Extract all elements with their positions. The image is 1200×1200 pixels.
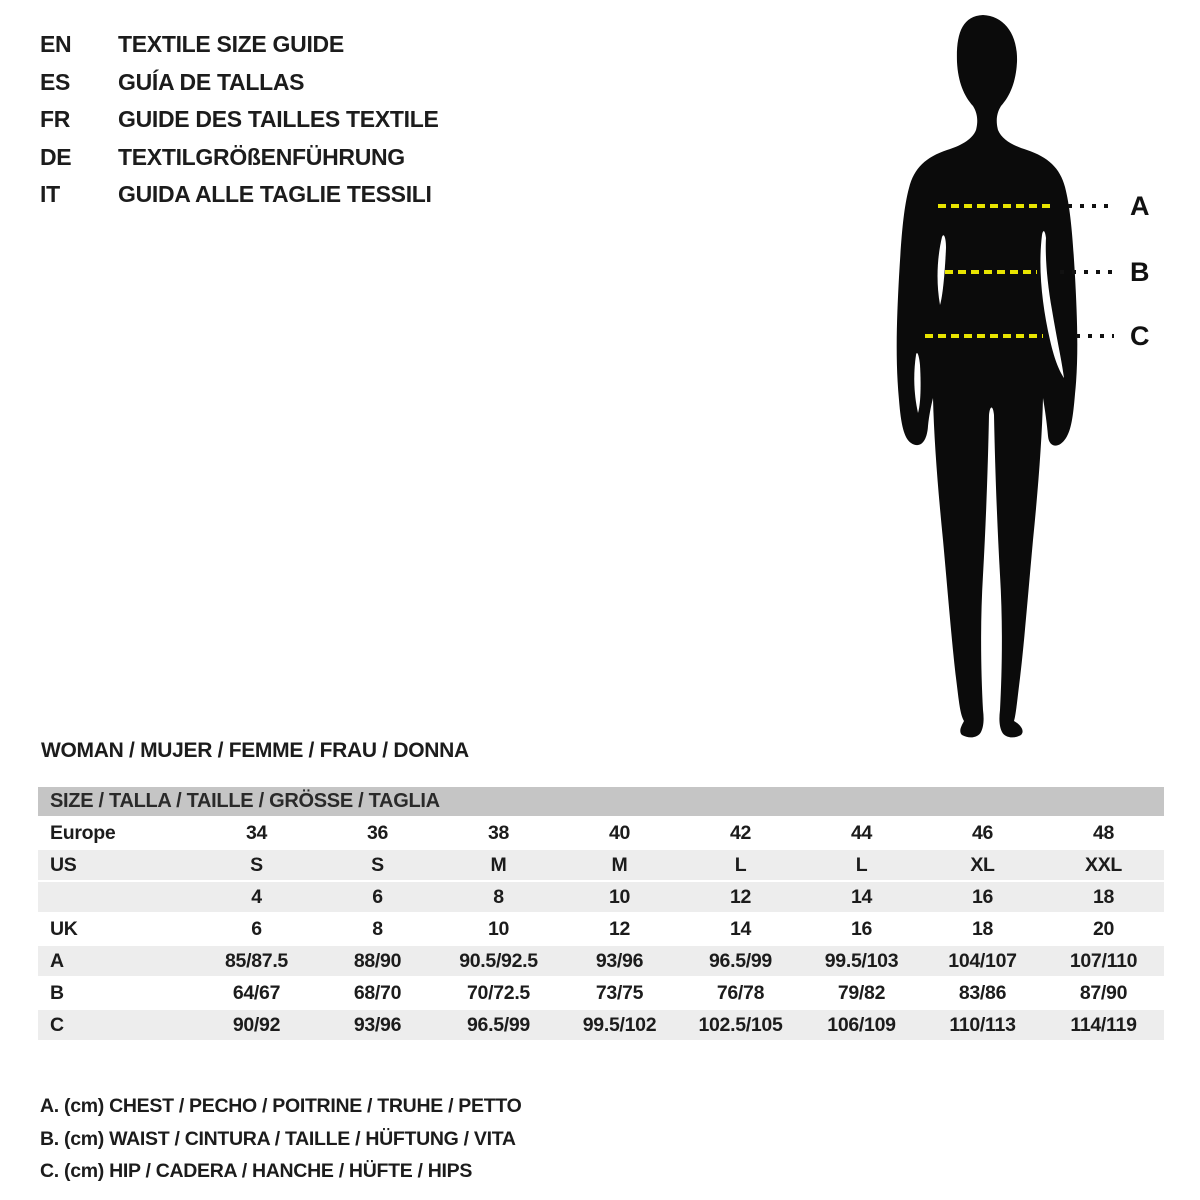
marker-label-c: C (1130, 321, 1150, 351)
size-cell: 104/107 (922, 946, 1043, 976)
size-cell: 6 (251, 917, 262, 940)
size-cell: 12 (608, 917, 631, 940)
section-title: WOMAN / MUJER / FEMME / FRAU / DONNA (41, 739, 469, 762)
size-cell: 44 (850, 821, 873, 844)
language-code: IT (40, 181, 60, 207)
legend-line: B. (cm) WAIST / CINTURA / TAILLE / HÜFTUNG / VITA (40, 1127, 516, 1150)
legend-line: C. (cm) HIP / CADERA / HANCHE / HÜFTE / HIPS (40, 1160, 473, 1182)
table-row (38, 946, 1164, 976)
row-label: Europe (50, 821, 116, 844)
size-cell: 64/67 (232, 981, 281, 1004)
size-cell: 96.5/99 (438, 1010, 559, 1040)
row-label: A (38, 946, 196, 976)
size-cell: 42 (729, 821, 752, 844)
language-title: GUÍA DE TALLAS (118, 68, 305, 95)
size-cell: 96.5/99 (680, 946, 801, 976)
size-cell: 73/75 (595, 981, 644, 1004)
size-cell: 107/110 (1043, 946, 1164, 976)
size-cell: XL (922, 850, 1043, 880)
size-cell: 99.5/103 (801, 946, 922, 976)
size-cell: 4 (196, 882, 317, 912)
size-cell: 12 (680, 882, 801, 912)
size-cell: 20 (1092, 917, 1115, 940)
language-title: GUIDA ALLE TAGLIE TESSILI (118, 181, 432, 207)
size-cell: M (559, 850, 680, 880)
table-row (38, 818, 1164, 848)
size-cell: L (680, 850, 801, 880)
language-row (40, 176, 439, 214)
language-code: ES (40, 68, 71, 95)
size-cell: 16 (922, 882, 1043, 912)
language-row (40, 101, 439, 139)
size-cell: 102.5/105 (680, 1010, 801, 1040)
size-cell: 10 (559, 882, 680, 912)
size-cell: S (196, 850, 317, 880)
size-cell: 18 (1043, 882, 1164, 912)
size-cell: 48 (1092, 821, 1115, 844)
size-cell: 88/90 (317, 946, 438, 976)
size-cell: 87/90 (1079, 981, 1128, 1004)
language-title: GUIDE DES TAILLES TEXTILE (118, 106, 439, 132)
size-cell: 93/96 (317, 1010, 438, 1040)
size-cell: 110/113 (922, 1010, 1043, 1040)
row-label: US (38, 850, 196, 880)
size-cell: 79/82 (837, 981, 886, 1004)
size-cell: 18 (971, 917, 994, 940)
size-table-header: SIZE / TALLA / TAILLE / GRÖSSE / TAGLIA (38, 787, 1164, 816)
size-cell: M (438, 850, 559, 880)
size-cell: 85/87.5 (196, 946, 317, 976)
measure-legend (40, 1090, 521, 1188)
size-cell: 8 (372, 917, 383, 940)
size-table (38, 816, 1164, 1042)
size-cell: 46 (971, 821, 994, 844)
language-title: TEXTILE SIZE GUIDE (118, 31, 344, 57)
row-label: C (38, 1010, 196, 1040)
size-cell: 106/109 (801, 1010, 922, 1040)
size-cell: 90/92 (196, 1010, 317, 1040)
row-label: UK (50, 917, 78, 940)
woman-silhouette-figure (880, 10, 1200, 750)
size-cell: 90.5/92.5 (438, 946, 559, 976)
size-cell: 40 (608, 821, 631, 844)
size-cell: 8 (438, 882, 559, 912)
size-cell: 93/96 (559, 946, 680, 976)
row-label (38, 882, 196, 912)
size-cell: 14 (729, 917, 752, 940)
size-cell: 76/78 (716, 981, 765, 1004)
size-cell: 10 (487, 917, 510, 940)
size-table-body (38, 818, 1164, 1040)
language-code: FR (40, 106, 71, 132)
size-table-section (38, 787, 1164, 1042)
row-label: B (50, 981, 64, 1004)
language-row (40, 139, 439, 177)
table-row (38, 850, 1164, 880)
size-cell: XXL (1043, 850, 1164, 880)
size-cell: 6 (317, 882, 438, 912)
language-code: EN (40, 31, 72, 57)
size-cell: 36 (366, 821, 389, 844)
marker-label-b: B (1130, 257, 1150, 287)
size-cell: 99.5/102 (559, 1010, 680, 1040)
table-row (38, 914, 1164, 944)
size-cell: 70/72.5 (467, 981, 530, 1004)
table-row (38, 978, 1164, 1008)
size-cell: S (317, 850, 438, 880)
size-cell: 83/86 (958, 981, 1007, 1004)
language-code: DE (40, 143, 72, 170)
woman-silhouette-svg (880, 10, 1200, 750)
size-cell: 68/70 (353, 981, 402, 1004)
size-cell: 114/119 (1043, 1010, 1164, 1040)
marker-label-a: A (1130, 191, 1150, 221)
language-row (40, 64, 439, 102)
language-list (40, 26, 439, 214)
table-row (38, 1010, 1164, 1040)
woman-silhouette-shape (897, 15, 1078, 737)
size-cell: 34 (245, 821, 268, 844)
size-cell: L (801, 850, 922, 880)
language-row (40, 26, 439, 64)
table-row (38, 882, 1164, 912)
size-cell: 38 (487, 821, 510, 844)
legend-line: A. (cm) CHEST / PECHO / POITRINE / TRUHE / PETTO (40, 1095, 522, 1117)
language-title: TEXTILGRÖßENFÜHRUNG (118, 143, 405, 170)
size-cell: 16 (850, 917, 873, 940)
size-cell: 14 (801, 882, 922, 912)
